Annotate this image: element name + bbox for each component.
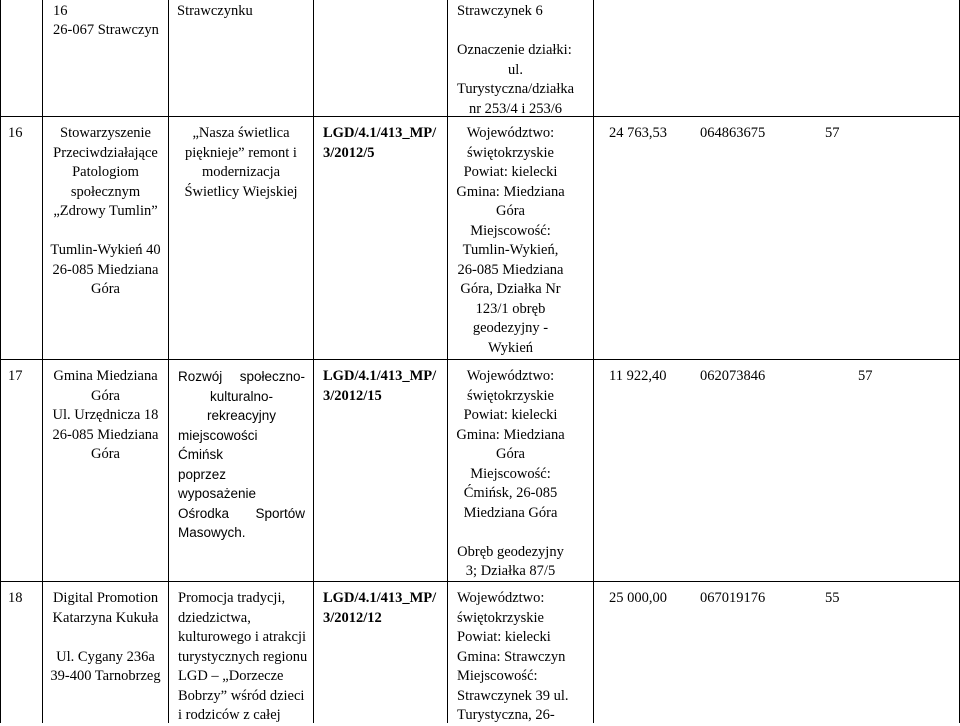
title-line: Rozwój społeczno- (178, 369, 305, 384)
location-line: Powiat: kielecki (463, 164, 558, 180)
row-number: 17 (8, 368, 23, 384)
location-line: Miejscowość: (470, 222, 551, 239)
location-line: 26-085 Miedziana (457, 261, 564, 278)
applicant-line: społecznym (70, 183, 141, 200)
code-cell (323, 367, 436, 406)
title-cell (178, 367, 305, 543)
location-line: Wykień (487, 339, 534, 356)
points-value: 57 (825, 125, 840, 141)
applicant-cell (43, 367, 168, 465)
code-line: LGD/4.1/413_MP/ (323, 125, 437, 141)
code-line: 3/2012/5 (323, 144, 375, 161)
applicant-line: 26-085 Miedziana (52, 426, 159, 443)
title-line: Masowych. (178, 525, 246, 540)
title-line: i rodziców z całej (178, 707, 281, 723)
location-line: Strawczynek 6 (457, 3, 543, 19)
location-line (448, 523, 573, 543)
applicant-cell (43, 124, 168, 300)
title-line: „Nasza świetlica (192, 125, 290, 141)
location-line: Tumlin-Wykień, (462, 242, 559, 258)
location-line: Góra, Działka Nr (460, 281, 561, 297)
regon-value: 067019176 (700, 590, 766, 606)
title-line: dziedzictwa, (178, 609, 251, 626)
location-line: Miejscowość: (470, 465, 551, 482)
location-line: Gmina: Miedziana (456, 183, 565, 200)
location-line: Góra (496, 446, 525, 462)
title-line: Strawczynku (177, 3, 253, 19)
applicant-line: Góra (91, 387, 120, 404)
points-value: 55 (825, 590, 840, 606)
location-line: Turystyczna/działka (457, 81, 575, 97)
grid-line (593, 0, 594, 723)
title-line: miejscowości Ćmińsk (178, 427, 258, 462)
location-line: 3; Działka 87/5 (465, 563, 556, 579)
location-line: świętokrzyskie (467, 144, 554, 161)
applicant-line: Góra (91, 446, 120, 462)
location-line: Powiat: kielecki (457, 629, 551, 645)
location-line: Gmina: Strawczyn (457, 648, 566, 665)
grid-line (447, 0, 448, 723)
applicant-line: Gmina Miedziana (53, 368, 158, 384)
amount-value: 11 922,40 (609, 368, 667, 384)
points-value: 57 (858, 368, 873, 384)
title-line: poprzez wyposażenie (178, 466, 257, 501)
location-line (457, 22, 574, 42)
title-line: Świetlicy Wiejskiej (184, 183, 298, 200)
applicant-line: Ul. Urzędnicza 18 (52, 407, 159, 423)
amount-value: 25 000,00 (609, 590, 667, 606)
location-line: 123/1 obręb (475, 300, 546, 317)
applicant-cell (43, 589, 168, 687)
row-no: 16 (53, 3, 68, 19)
applicant-line (43, 222, 168, 242)
location-line: świętokrzyskie (457, 609, 544, 626)
amount-value: 24 763,53 (609, 125, 667, 141)
grid-line (0, 359, 960, 360)
location-line: Strawczynek 39 ul. (457, 687, 569, 704)
title-cell (169, 124, 313, 202)
location-line: Województwo: (457, 590, 545, 606)
grid-line (168, 0, 169, 723)
applicant-line: Digital Promotion (52, 590, 159, 606)
applicant-line: 26-067 Strawczyn (53, 22, 159, 38)
grid-line (0, 0, 1, 723)
location-line: geodezyjny - (472, 320, 549, 336)
title-line: kulturowego i atrakcji (178, 629, 307, 645)
title-line: rekreacyjny (206, 408, 277, 423)
location-line: Ćmińsk, 26-085 (463, 485, 558, 501)
location-line: Góra (496, 203, 525, 219)
title-line: Ośrodka Sportów (178, 505, 305, 521)
location-line: Turystyczna, 26- (457, 707, 555, 723)
title-line: LGD – „Dorzecze (178, 668, 284, 684)
location-line: Gmina: Miedziana (456, 426, 565, 443)
title-cell (177, 2, 253, 22)
location-line: Oznaczenie działki: (457, 42, 572, 58)
location-cell (457, 589, 569, 726)
title-line: modernizacja (201, 164, 281, 180)
applicant-line: „Zdrowy Tumlin” (53, 203, 158, 219)
applicant-cell (53, 21, 159, 41)
location-cell (448, 367, 573, 582)
applicant-line: Tumlin-Wykień 40 (50, 242, 161, 258)
location-cell (448, 124, 573, 358)
applicant-line: Przeciwdziałające (53, 144, 158, 161)
regon-value: 064863675 (700, 125, 766, 141)
title-line: Promocja tradycji, (178, 590, 286, 606)
applicant-line (43, 628, 168, 648)
code-cell (323, 589, 436, 628)
grid-line (313, 0, 314, 723)
location-cell (457, 2, 574, 119)
title-line: Bobrzy” wśród dzieci (178, 687, 305, 704)
regon-value: 062073846 (700, 368, 766, 384)
applicant-line: Stowarzyszenie (60, 125, 151, 141)
location-line: nr 253/4 i 253/6 (468, 100, 563, 117)
applicant-line: Ul. Cygany 236a (56, 648, 155, 665)
applicant-line: Góra (91, 281, 120, 297)
code-line: LGD/4.1/413_MP/ (323, 590, 437, 606)
location-line: Powiat: kielecki (463, 407, 558, 423)
applicant-line: Katarzyna Kukuła (52, 609, 159, 626)
location-line: Województwo: (466, 125, 555, 141)
applicant-line: Patologiom (72, 164, 139, 180)
location-line: Miejscowość: (457, 668, 538, 684)
row-number: 18 (8, 590, 23, 606)
code-line: LGD/4.1/413_MP/ (323, 368, 437, 384)
location-line: ul. (508, 61, 523, 78)
location-line: Miedziana Góra (463, 504, 558, 521)
title-line: turystycznych regionu (178, 648, 308, 665)
title-cell (178, 589, 307, 726)
row-number: 16 (8, 125, 23, 141)
applicant-line: 39-400 Tarnobrzeg (50, 668, 161, 684)
code-line: 3/2012/12 (323, 609, 382, 626)
code-line: 3/2012/15 (323, 387, 382, 404)
title-line: pięknieje” remont i (185, 144, 297, 161)
location-line: Obręb geodezyjny (457, 543, 564, 560)
title-line: kulturalno- (209, 388, 274, 404)
code-cell (323, 124, 436, 163)
location-line: Województwo: (466, 368, 555, 384)
location-line: świętokrzyskie (467, 387, 554, 404)
applicant-line: 26-085 Miedziana (52, 261, 159, 278)
